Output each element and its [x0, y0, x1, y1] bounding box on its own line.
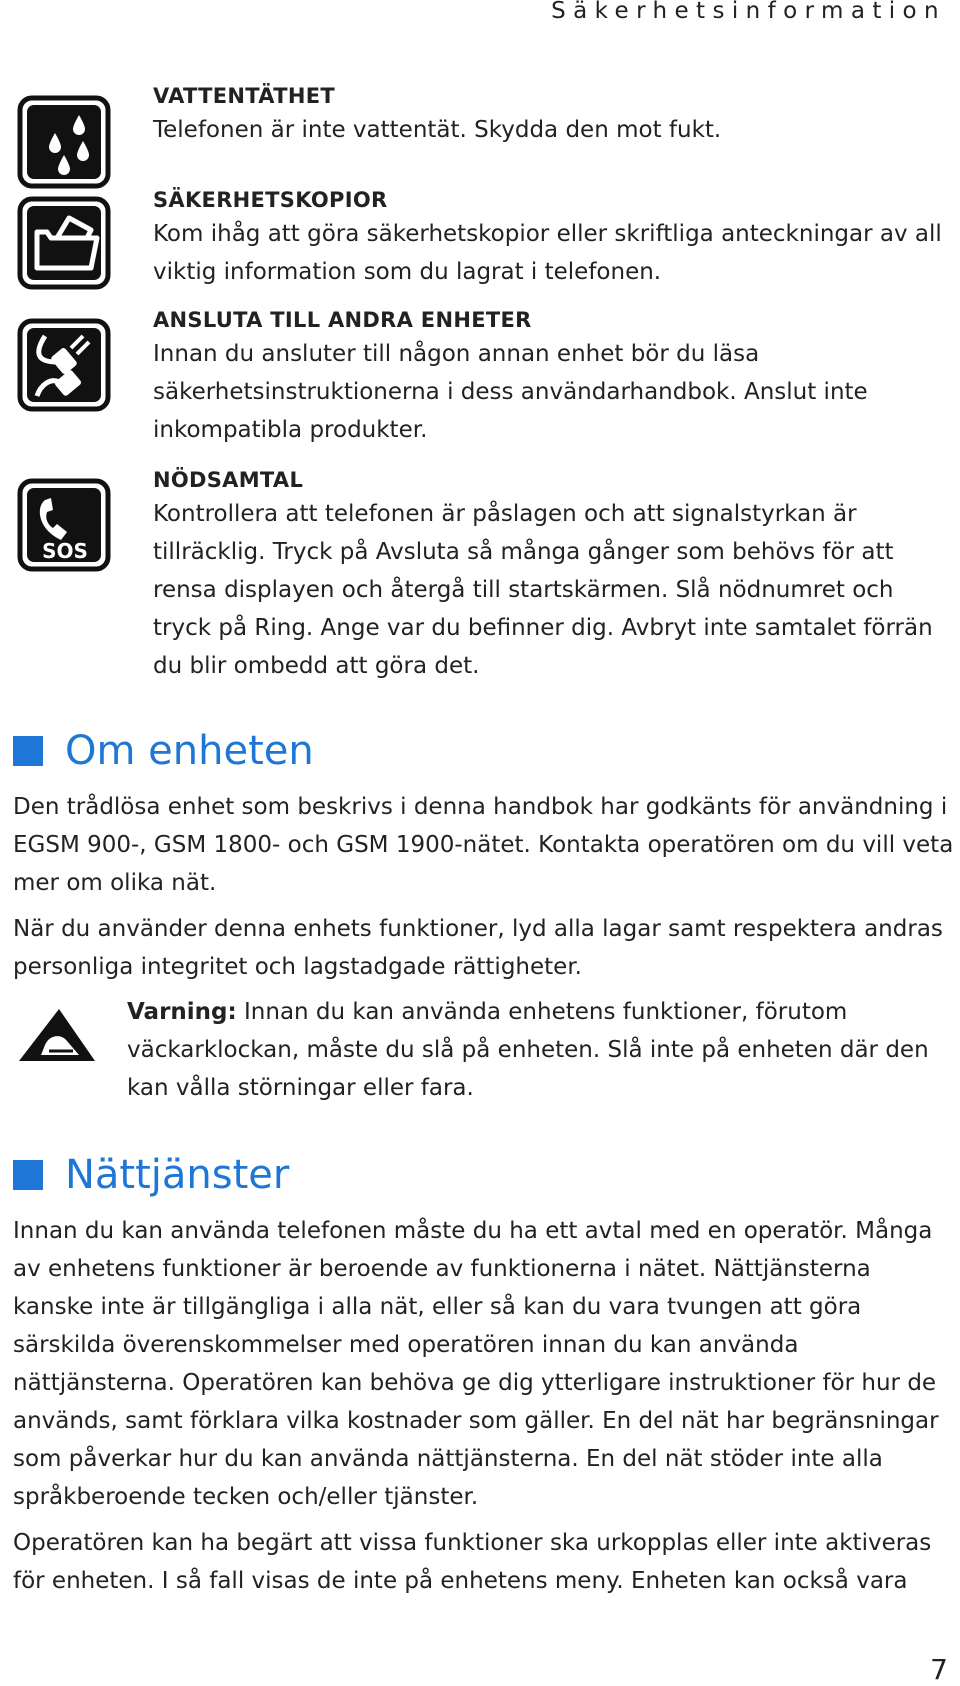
sos-phone-icon	[17, 478, 111, 572]
paragraph: När du använder denna enhets funktioner, lyd alla lagar samt respektera andras personliga integritet och lagstadgade rättigheter.	[13, 916, 943, 980]
running-header: Säkerhetsinformation	[551, 0, 946, 24]
safety-heading: ANSLUTA TILL ANDRA ENHETER	[153, 308, 532, 332]
plug-connect-icon	[17, 318, 111, 412]
safety-text: Telefonen är inte vattentät. Skydda den mot fukt.	[153, 117, 722, 143]
paragraph: Operatören kan ha begärt att vissa funktioner ska urkopplas eller inte aktiveras för enheten. I så fall visas de inte på enhetens meny. Enheten kan också vara	[13, 1530, 932, 1594]
safety-text: Innan du ansluter till någon annan enhet bör du läsa säkerhetsinstruktionerna i dess användarhandbok. Anslut inte inkompatibla produkter.	[153, 341, 868, 443]
safety-text: Kom ihåg att göra säkerhetskopior eller skriftliga anteckningar av all viktig information som du lagrat i telefonen.	[153, 221, 942, 285]
section-title: Om enheten	[65, 728, 314, 774]
safety-item-connect	[153, 305, 953, 449]
section-marker	[13, 1160, 43, 1190]
safety-item-emergency	[153, 465, 953, 685]
safety-item-backup	[153, 185, 953, 291]
safety-heading: NÖDSAMTAL	[153, 468, 304, 492]
section-title: Nättjänster	[65, 1152, 290, 1198]
safety-heading: SÄKERHETSKOPIOR	[153, 188, 388, 212]
water-drops-icon	[17, 95, 111, 189]
page-number: 7	[930, 1653, 948, 1686]
safety-text: Kontrollera att telefonen är påslagen och att signalstyrkan är tillräcklig. Tryck på Avsluta så många gånger som behövs för att rensa displayen och återgå till startskärmen. Slå nödnumret och tryck på Ring. Ange var du befinner dig. Avbryt inte samtalet förrän du blir ombedd att göra det.	[153, 501, 933, 679]
backup-folder-icon	[17, 196, 111, 290]
section-heading-network	[13, 1152, 289, 1198]
warning-text: Innan du kan använda enhetens funktioner, förutom väckarklockan, måste du slå på enheten. Slå inte på enheten där den kan vålla störningar eller fara.	[127, 999, 929, 1101]
paragraph: Den trådlösa enhet som beskrivs i denna handbok har godkänts för användning i EGSM 900-, GSM 1800- och GSM 1900-nätet. Kontakta operatören om du vill veta mer om olika nät.	[13, 794, 954, 896]
warning-icon	[15, 1005, 99, 1067]
sos-label: SOS	[42, 539, 88, 563]
section-heading-device	[13, 728, 314, 774]
paragraph: Innan du kan använda telefonen måste du ha ett avtal med en operatör. Många av enhetens funktioner är beroende av funktionerna i nätet. Nättjänsterna kanske inte är tillgängliga i alla nät, eller så kan du vara tvungen att göra särskilda överenskommelser med operatören innan du kan använda nättjänsterna. Operatören kan behöva ge dig ytterligare instruktioner för hur de används, samt förklara vilka kostnader som gäller. En del nät har begränsningar som påverkar hur du kan använda nättjänsterna. En del nät stöder inte alla språkberoende tecken och/eller tjänster.	[13, 1218, 939, 1510]
safety-item-waterproof	[153, 81, 953, 149]
warning-note	[127, 993, 947, 1107]
section-marker	[13, 736, 43, 766]
warning-label: Varning:	[127, 999, 237, 1025]
safety-heading: VATTENTÄTHET	[153, 84, 335, 108]
